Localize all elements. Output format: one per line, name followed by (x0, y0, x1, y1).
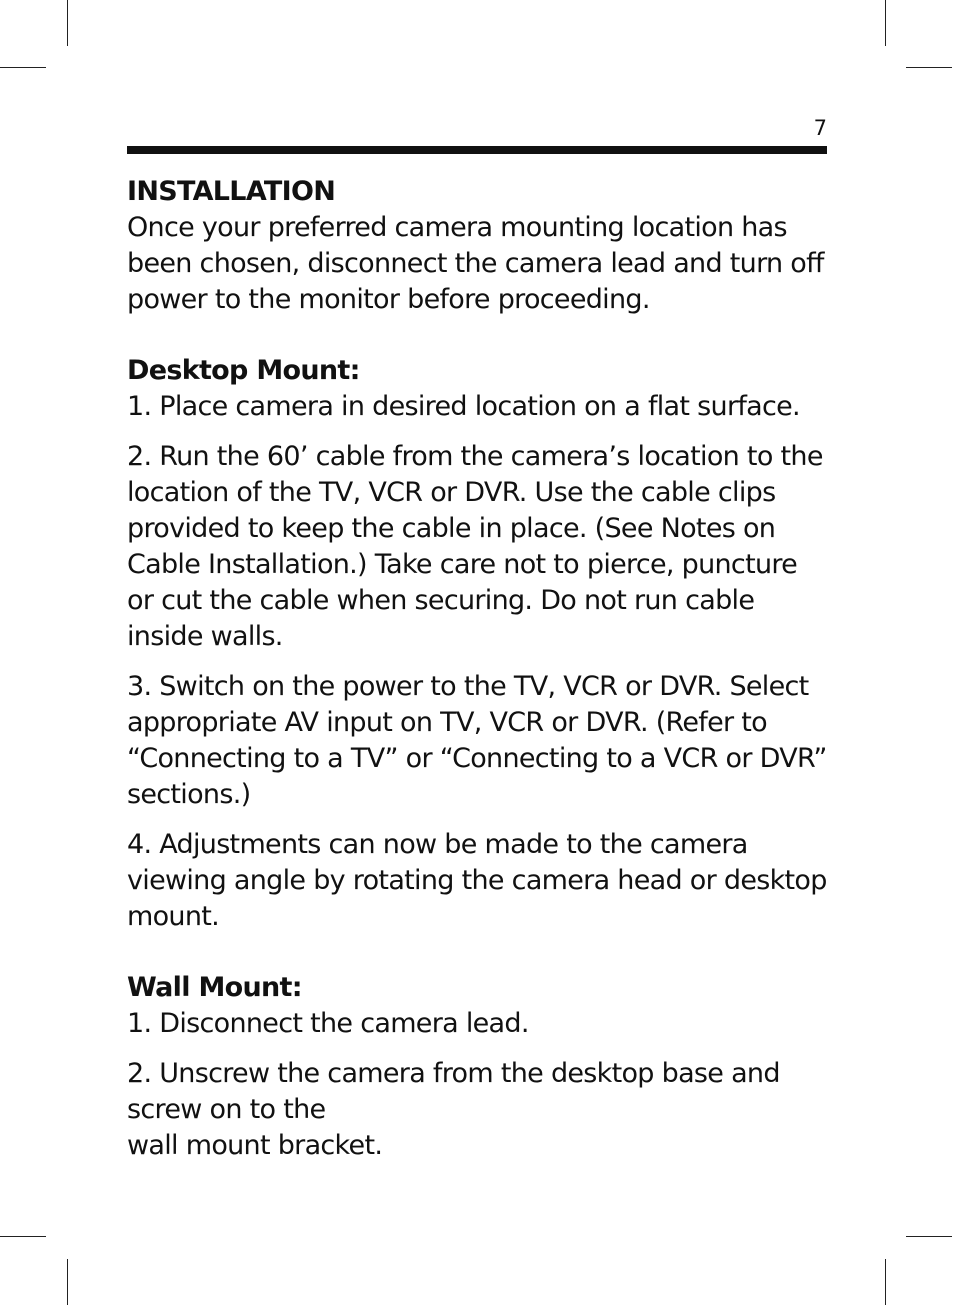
crop-mark-top-left-horizontal (0, 67, 46, 68)
spacer (127, 425, 827, 439)
desktop-mount-heading: Desktop Mount: (127, 355, 360, 386)
wall-step-2: 2. Unscrew the camera from the desktop base and screw on to the (127, 1058, 780, 1125)
desktop-step-2: 2. Run the 60’ cable from the camera’s location to the location of the TV, VCR or DVR. Use the cable clips provided to keep the cable in place. (See Notes on Cable Installation.) Take care not to pierce, puncture or cut the cable when securing. Do not run cable inside walls. (127, 441, 823, 652)
spacer (127, 655, 827, 669)
desktop-step-4: 4. Adjustments can now be made to the camera viewing angle by rotating the camera head or desktop mount. (127, 829, 827, 932)
crop-mark-bottom-right-horizontal (906, 1236, 952, 1237)
crop-mark-top-right-horizontal (906, 67, 952, 68)
crop-mark-bottom-right-vertical (885, 1259, 886, 1305)
desktop-step-1: 1. Place camera in desired location on a flat surface. (127, 391, 800, 422)
header-rule (127, 146, 827, 154)
document-body (127, 174, 827, 1164)
crop-mark-top-right-vertical (885, 0, 886, 46)
crop-mark-top-left-vertical (67, 0, 68, 46)
spacer (127, 318, 827, 353)
page-number: 7 (813, 116, 827, 140)
wall-step-1: 1. Disconnect the camera lead. (127, 1008, 529, 1039)
wall-step-2-continued: wall mount bracket. (127, 1130, 383, 1161)
spacer (127, 935, 827, 970)
desktop-step-3: 3. Switch on the power to the TV, VCR or DVR. Select appropriate AV input on TV, VCR or DVR. (Refer to “Connecting to a TV” or “Connecting to a VCR or DVR” sections.) (127, 671, 827, 810)
spacer (127, 813, 827, 827)
crop-mark-bottom-left-horizontal (0, 1236, 46, 1237)
crop-mark-bottom-left-vertical (67, 1259, 68, 1305)
wall-mount-heading: Wall Mount: (127, 972, 302, 1003)
spacer (127, 1042, 827, 1056)
section-title: INSTALLATION (127, 176, 336, 207)
intro-paragraph: Once your preferred camera mounting location has been chosen, disconnect the camera lead and turn off power to the monitor before proceeding. (127, 212, 824, 315)
